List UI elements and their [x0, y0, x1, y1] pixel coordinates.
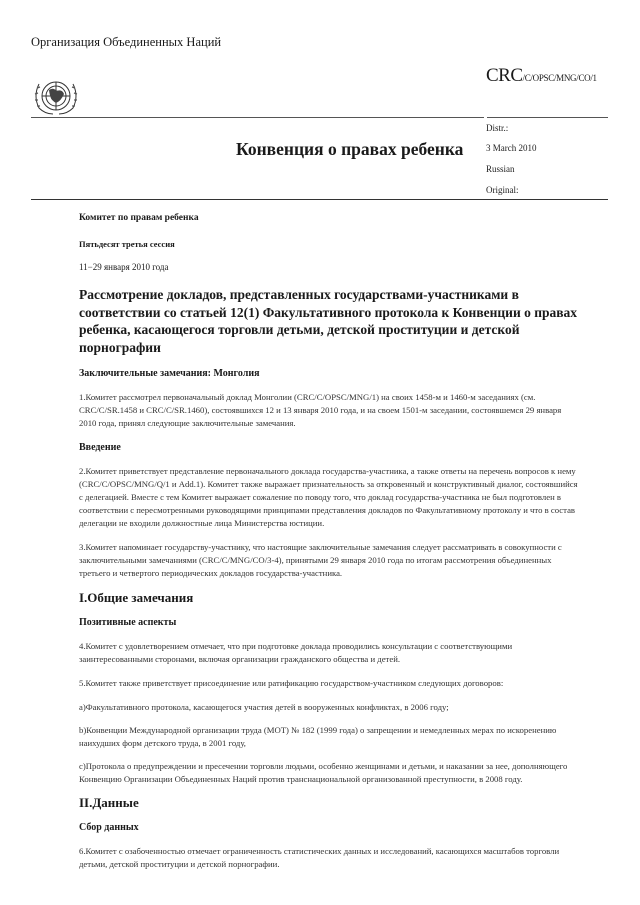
distribution-label: Distr.:: [486, 123, 509, 133]
positive-aspects-heading: Позитивные аспекты: [79, 617, 177, 628]
document-date: 3 March 2010: [486, 143, 537, 153]
document-language: Russian: [486, 164, 515, 174]
header-rule-bottom: [31, 199, 608, 200]
header-rule-right: [487, 117, 608, 118]
main-heading: Рассмотрение докладов, представленных государствами-участниками в соответствии со статьей 12(1) Факультативного протокола к Конвенции о правах ребенка, касающегося торговли детьми, детской проституции и детской порнографии: [79, 287, 578, 355]
paragraph-1: 1.Комитет рассмотрел первоначальный доклад Монголии (CRC/C/OPSC/MNG/1) на своих 1458-м и 1460-м заседаниях (см. CRC/C/SR.1458 и CRC/C/SR.1460), состоявшихся 12 и 13 января 2010 года, и на своем 1501-м заседании, состоявшемся 29 января 2010 года, принял следующие заключительные замечания.: [79, 392, 562, 428]
data-collection-heading: Сбор данных: [79, 822, 139, 833]
section-1-heading: I.Общие замечания: [79, 590, 194, 605]
paragraph-4: 4.Комитет с удовлетворением отмечает, что при подготовке доклада проводились консультации с соответствующими заинтересованными сторонами, включая организации гражданского общества и детей.: [79, 641, 513, 664]
original-language-label: Original:: [486, 185, 519, 195]
document-body: [79, 212, 579, 882]
document-title: Конвенция о правах ребенка: [236, 139, 464, 159]
paragraph-6: 6.Комитет с озабоченностью отмечает ограниченность статистических данных и исследований, касающихся масштабов торговли детьми, детской проституции и детской порнографии.: [79, 846, 560, 869]
document-symbol: [486, 65, 597, 87]
session-name: Пятьдесят третья сессия: [79, 239, 175, 249]
paragraph-2: 2.Комитет приветствует представление первоначального доклада государства-участника, а также ответы на перечень вопросов к нему (CRC/C/OPSC/MNG/Q/1 и Add.1). Комитет также выражает признательность за откровенный и конструктивный диалог, состоявшийся с делегацией. Вместе с тем Комитет выражает сожаление по поводу того, что доклад государства-участника не был подготовлен в соответствии с пересмотренными руководящими принципами представления докладов по Факультативному протоколу и что в состав делегации не входили должностные лица Министерства юстиции.: [79, 466, 578, 528]
symbol-suffix: /C/OPSC/MNG/CO/1: [522, 73, 597, 83]
paragraph-5: 5.Комитет также приветствует присоединение или ратификацию государством-участником следующих договоров:: [79, 678, 504, 688]
organization-name: Организация Объединенных Наций: [31, 35, 222, 49]
section-2-heading: II.Данные: [79, 795, 139, 810]
list-item-c: c)Протокола о предупреждении и пресечении торговли людьми, особенно женщинами и детьми, и наказании за нее, дополняющего Конвенцию Организации Объединенных Наций против транснациональной организованной преступности, в 2008 году.: [79, 761, 568, 784]
introduction-heading: Введение: [79, 442, 121, 453]
header-rule-left: [31, 117, 484, 118]
list-item-b: b)Конвенции Международной организации труда (МОТ) № 182 (1999 года) о запрещении и немедленных мерах по искоренению наихудших форм детского труда, в 2001 году,: [79, 725, 557, 748]
concluding-observations-heading: Заключительные замечания: Монголия: [79, 368, 260, 379]
symbol-prefix: CRC: [486, 65, 523, 86]
paragraph-3: 3.Комитет напоминает государству-участнику, что настоящие заключительные замечания следует рассматривать в совокупности с заключительными замечаниями (CRC/C/MNG/CO/3-4), принятыми 29 января 2010 года по итогам рассмотрения объединенных третьего и четвертого периодических докладов государства-участника.: [79, 542, 562, 578]
list-item-a: a)Факультативного протокола, касающегося участия детей в вооруженных конфликтах, в 2006 году;: [79, 702, 449, 712]
un-emblem-icon: [31, 76, 81, 116]
committee-name: Комитет по правам ребенка: [79, 213, 199, 223]
session-dates: 11−29 января 2010 года: [79, 262, 169, 272]
